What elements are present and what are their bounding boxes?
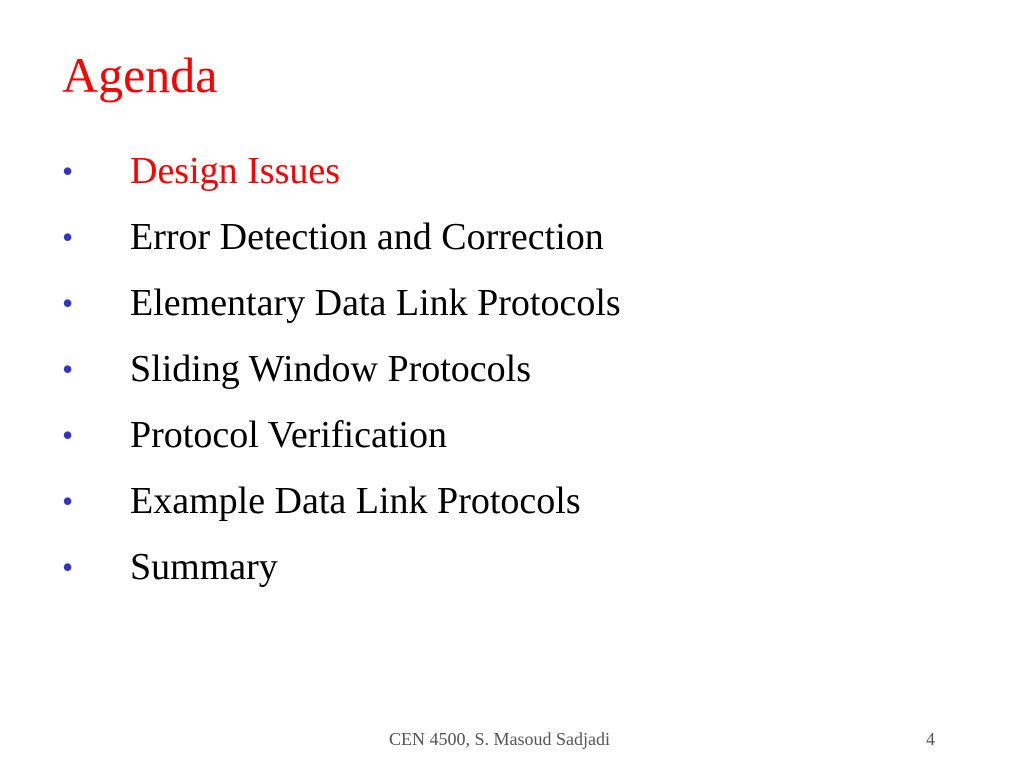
bullet-icon: • <box>62 153 74 189</box>
agenda-item-label: Sliding Window Protocols <box>130 348 532 390</box>
bullet-icon: • <box>62 285 74 321</box>
agenda-item-label: Protocol Verification <box>130 414 447 456</box>
agenda-item-label: Design Issues <box>130 150 341 192</box>
bullet-icon: • <box>62 417 74 453</box>
bullet-icon: • <box>62 219 74 255</box>
footer-text: CEN 4500, S. Masoud Sadjadi <box>389 729 611 749</box>
agenda-item-label: Summary <box>130 546 278 588</box>
slide-footer <box>0 724 1024 754</box>
bullet-icon: • <box>62 351 74 387</box>
agenda-item-label: Example Data Link Protocols <box>130 480 581 522</box>
agenda-item-label: Elementary Data Link Protocols <box>130 282 621 324</box>
agenda-item-label: Error Detection and Correction <box>130 216 604 258</box>
bullet-icon: • <box>62 483 74 519</box>
slide-title: Agenda <box>62 47 218 103</box>
bullet-icon: • <box>62 549 74 585</box>
page-number: 4 <box>926 729 935 749</box>
